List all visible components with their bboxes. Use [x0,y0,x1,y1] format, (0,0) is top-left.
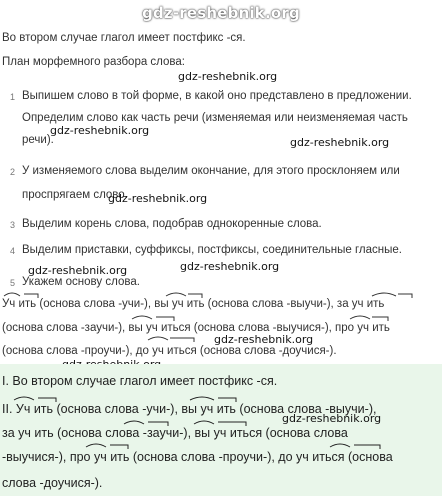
step-number: 4 [10,246,16,256]
step-line: Укажем основу слова. [22,276,140,288]
watermark: gdz-reshebnik.org [178,70,278,83]
step-number: 2 [10,167,16,177]
answer-line: за уч ить (основа слова -заучи-), вы уч иться (основа слова [2,426,348,440]
step-line: У изменяемого слова выделим окончание, для этого просклоняем или [22,165,400,177]
analysis-line: (основа слова -проучи-), до уч иться (основа слова -доучися-). [2,345,337,357]
watermark: gdz-reshebnik.org [180,260,280,273]
step-number: 1 [10,92,16,102]
answer-line: I. Во втором случае глагол имеет постфикс -ся. [2,374,278,388]
step-line: Определим слово как часть речи (изменяемая или неизменяемая часть [22,112,408,124]
watermark: gdz-reshebnik.org [214,333,314,346]
step-line: Выпишем слово в той форме, в какой оно представлено в предложении. [22,90,412,102]
step-number: 3 [10,220,16,230]
analysis-line: Уч ить (основа слова -учи-), вы уч ить (основа слова -выучи-), за уч ить [2,298,385,310]
plan-title: План морфемного разбора слова: [2,56,185,68]
answer-line: -выучися-), про уч ить (основа слова -проучи-), до уч иться (основа [2,450,393,464]
watermark: gdz-reshebnik.org [28,264,128,277]
step-line: Выделим корень слова, подобрав однокоренные слова. [22,218,322,230]
watermark: gdz-reshebnik.org [108,192,208,205]
step-line: речи). [22,134,54,146]
watermark: gdz-reshebnik.org [282,412,382,425]
answer-line: слова -доучися-). [2,476,103,490]
step-number: 5 [10,278,16,288]
watermark: gdz-reshebnik.org [50,124,150,137]
step-line: проспрягаем слово. [22,189,128,201]
watermark: gdz-reshebnik.org [290,136,390,149]
answer-line: II. Уч ить (основа слова -учи-), вы уч ить (основа слова -выучи-), [2,402,377,416]
analysis-line: (основа слова -заучи-), вы уч иться (основа слова -выучися-), про уч ить [2,322,390,334]
intro-text: Во втором случае глагол имеет постфикс -ся. [2,32,246,44]
step-line: Выделим приставки, суффиксы, постфиксы, соединительные гласные. [22,244,402,256]
top-watermark: gdz-reshebnik.org [142,4,300,22]
